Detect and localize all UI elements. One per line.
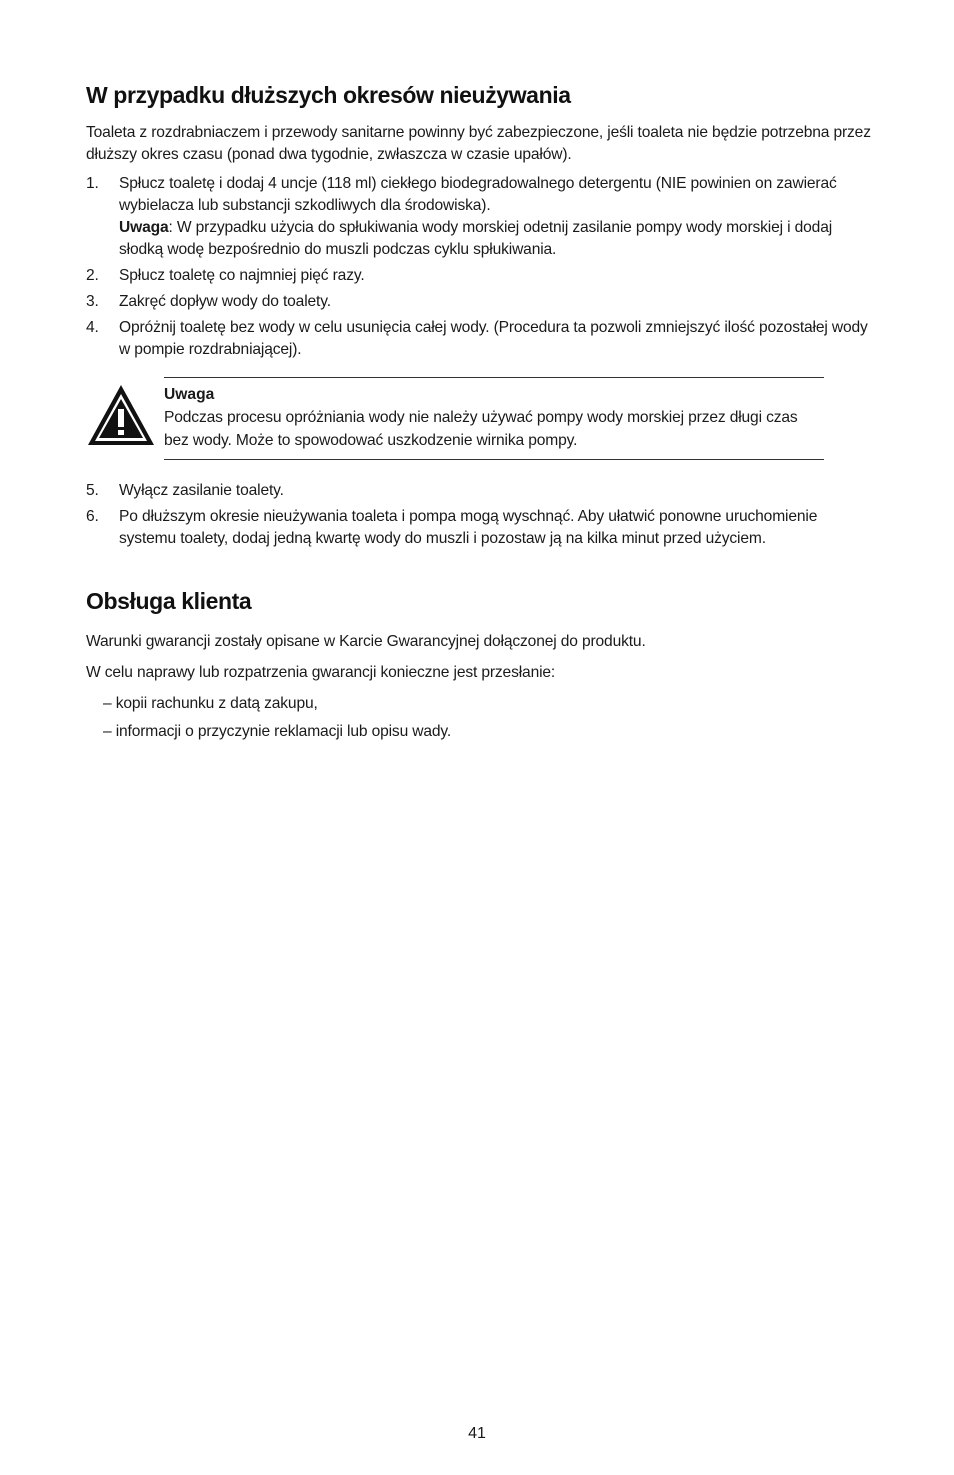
note-label: Uwaga <box>119 219 169 236</box>
page-content <box>86 82 872 749</box>
customer-service-section <box>86 588 872 743</box>
list-item: 1. Spłucz toaletę i dodaj 4 uncje (118 ml) ciekłego biodegradowalnego detergentu (NIE powinien on zawierać wybielacza lub substancji szkodliwych dla środowiska). Uwaga: W przypadku użycia do spłukiwania wody morskiej odetnij zasilanie pompy wody morskiej i dodaj słodką wodę bezpośrednio do muszli podczas cyklu spłukiwania. <box>86 175 837 258</box>
warning-triangle-icon <box>86 383 156 447</box>
repair-paragraph: W celu naprawy lub rozpatrzenia gwarancji konieczne jest przesłanie: <box>86 664 556 681</box>
warning-title: Uwaga <box>164 386 215 403</box>
steps-list-b <box>86 480 872 550</box>
section-heading-customer-service: Obsługa klienta <box>86 588 252 614</box>
warning-text: Podczas procesu opróżniania wody nie należy używać pompy wody morskiej przez długi czas bez wody. Może to spowodować uszkodzenie wirnika pompy. <box>164 409 798 449</box>
list-item: 4. Opróżnij toaletę bez wody w celu usunięcia całej wody. (Procedura ta pozwoli zmniejszyć ilość pozostałej wody w pompie rozdrabniającej). <box>86 319 868 358</box>
list-item: – informacji o przyczynie reklamacji lub opisu wady. <box>103 723 452 740</box>
warranty-paragraph: Warunki gwarancji zostały opisane w Karcie Gwarancyjnej dołączonej do produktu. <box>86 633 646 650</box>
list-item: 6. Po dłuższym okresie nieużywania toaleta i pompa mogą wyschnąć. Aby ułatwić ponowne uruchomienie systemu toalety, dodaj jedną kwartę wody do muszli i pozostaw ją na kilka minut przed użyciem. <box>86 508 818 547</box>
section-heading-long-term-storage: W przypadku dłuższych okresów nieużywania <box>86 82 571 108</box>
required-documents-list <box>86 693 872 743</box>
list-item: – kopii rachunku z datą zakupu, <box>103 695 318 712</box>
list-item: 3. Zakręć dopływ wody do toalety. <box>86 293 331 310</box>
steps-list-a <box>86 173 872 361</box>
page-number: 41 <box>468 1425 486 1442</box>
warning-content <box>164 377 824 460</box>
warning-box <box>86 377 872 461</box>
note-text: : W przypadku użycia do spłukiwania wody morskiej odetnij zasilanie pompy wody morskiej i dodaj słodką wodę bezpośrednio do muszli podczas cyklu spłukiwania. <box>119 219 833 258</box>
list-item: 2. Spłucz toaletę co najmniej pięć razy. <box>86 267 365 284</box>
intro-paragraph: Toaleta z rozdrabniaczem i przewody sanitarne powinny być zabezpieczone, jeśli toaleta nie będzie potrzebna przez dłuższy okres czasu (ponad dwa tygodnie, zwłaszcza w czasie upałów). <box>86 124 871 163</box>
list-item: 5. Wyłącz zasilanie toalety. <box>86 482 284 499</box>
